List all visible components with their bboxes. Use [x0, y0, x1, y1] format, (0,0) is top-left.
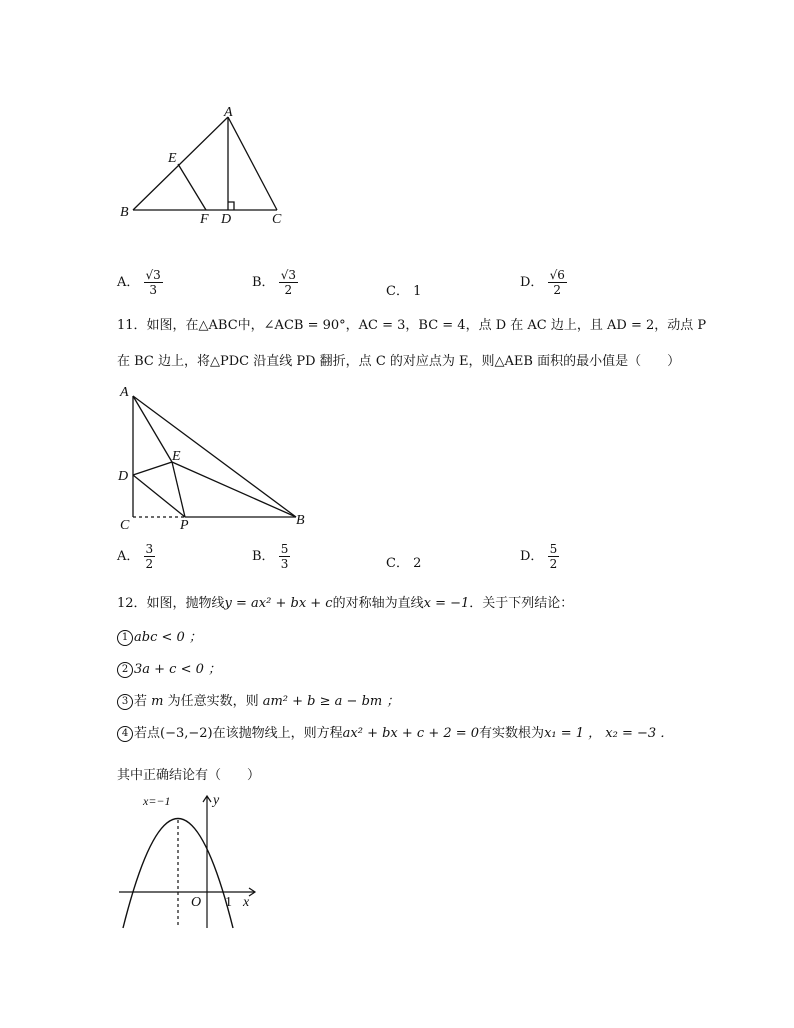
option-fraction	[144, 268, 163, 297]
label-d: D	[221, 212, 232, 227]
fraction-numerator: 3	[145, 542, 154, 556]
statement-text: am² + b ≥ a − bm ；	[262, 694, 400, 709]
option-letter: B．	[252, 549, 275, 564]
label-a: A	[120, 385, 129, 400]
label-c: C	[120, 518, 130, 533]
statement-mid2: 有实数根为	[479, 726, 545, 741]
q12-stem-suffix: ．关于下列结论：	[469, 596, 574, 611]
fraction-denominator: 2	[549, 557, 558, 571]
segment-ac	[228, 117, 277, 210]
statement-point: (−3,−2)	[160, 726, 213, 741]
q12-stem-prefix: 12．如图，抛物线	[117, 596, 225, 611]
q10-option-a[interactable]	[117, 268, 163, 297]
segment-ab	[133, 396, 296, 517]
label-y: y	[213, 793, 220, 808]
fraction-numerator: √6	[549, 268, 565, 282]
q12-stem-mid: 的对称轴为直线	[332, 596, 424, 611]
statement-var: m	[151, 694, 164, 709]
option-letter: C．	[386, 284, 409, 299]
label-e: E	[172, 449, 181, 464]
statement-text: 3a + c < 0 ；	[134, 662, 222, 677]
fraction-numerator: √3	[145, 268, 161, 282]
q12-statement-4	[117, 722, 673, 742]
q12-stem	[117, 592, 573, 611]
fraction-numerator: 5	[280, 542, 289, 556]
option-value: 1	[413, 284, 422, 299]
label-p: P	[180, 518, 189, 533]
statement-roots: x₁ = 1 ， x₂ = −3 ．	[544, 726, 674, 741]
fraction-denominator: 2	[553, 283, 562, 297]
label-f: F	[200, 212, 209, 227]
option-letter: A．	[117, 275, 140, 290]
fraction-numerator: √3	[280, 268, 296, 282]
fraction-denominator: 2	[145, 557, 154, 571]
q12-footer: 其中正确结论有（ ）	[117, 768, 261, 783]
option-letter: B．	[252, 275, 275, 290]
circled-number-2: 2	[117, 662, 133, 678]
label-x: x	[243, 895, 250, 910]
option-fraction	[144, 542, 156, 571]
q10-option-c[interactable]	[386, 280, 421, 299]
q10-option-d[interactable]	[520, 268, 567, 297]
statement-prefix: 若	[134, 694, 152, 709]
q12-formula: y = ax² + bx + c	[224, 596, 333, 611]
label-origin: O	[191, 895, 202, 910]
segment-ef	[178, 164, 206, 210]
option-fraction	[548, 542, 560, 571]
option-value: 2	[413, 556, 422, 571]
q12-statement-1	[117, 626, 202, 646]
option-letter: D．	[520, 275, 544, 290]
statement-mid: 在该抛物线上，则方程	[212, 726, 343, 741]
q11-option-a[interactable]	[117, 542, 155, 571]
option-letter: A．	[117, 549, 140, 564]
option-letter: D．	[520, 549, 544, 564]
segment-de	[133, 462, 172, 475]
statement-equation: ax² + bx + c + 2 = 0	[342, 726, 480, 741]
label-b: B	[296, 513, 305, 528]
option-fraction	[279, 542, 291, 571]
q11-option-d[interactable]	[520, 542, 559, 571]
fraction-denominator: 3	[149, 283, 157, 297]
circled-number-1: 1	[117, 630, 133, 646]
q11-stem-line2: 在 BC 边上，将△PDC 沿直线 PD 翻折，点 C 的对应点为 E，则△AEB 面积的最小值是（ ）	[117, 354, 681, 369]
q12-statement-2	[117, 658, 221, 678]
label-c: C	[272, 212, 282, 227]
fraction-numerator: 5	[549, 542, 558, 556]
label-one: 1	[225, 895, 232, 910]
segment-ba	[133, 117, 228, 210]
label-b: B	[120, 205, 129, 220]
segment-ae	[133, 396, 172, 462]
q11-option-b[interactable]	[252, 542, 290, 571]
q11-option-c[interactable]	[386, 552, 421, 571]
figure-parabola-graph	[115, 788, 275, 933]
label-a: A	[224, 105, 233, 120]
statement-prefix: 若点	[134, 726, 161, 741]
label-d: D	[118, 469, 129, 484]
q12-statement-3	[117, 690, 399, 710]
q12-axis: x = −1	[423, 596, 470, 611]
label-axis-line: x=−1	[143, 794, 171, 808]
label-e: E	[168, 151, 177, 166]
circled-number-3: 3	[117, 694, 133, 710]
figure-triangle-abc	[110, 100, 310, 230]
statement-text: abc < 0 ；	[134, 630, 202, 645]
right-angle-mark	[228, 202, 234, 210]
fraction-denominator: 3	[280, 557, 289, 571]
option-fraction	[548, 268, 567, 297]
figure-fold-triangle	[110, 380, 320, 540]
option-letter: C．	[386, 556, 409, 571]
circled-number-4: 4	[117, 726, 133, 742]
q11-stem-line1: 11．如图，在△ABC中，∠ACB = 90°，AC = 3，BC = 4，点 D 在 AC 边上，且 AD = 2，动点 P	[117, 318, 707, 333]
fraction-denominator: 2	[284, 283, 293, 297]
option-fraction	[279, 268, 298, 297]
statement-mid: 为任意实数，则	[163, 694, 263, 709]
q10-option-b[interactable]	[252, 268, 298, 297]
